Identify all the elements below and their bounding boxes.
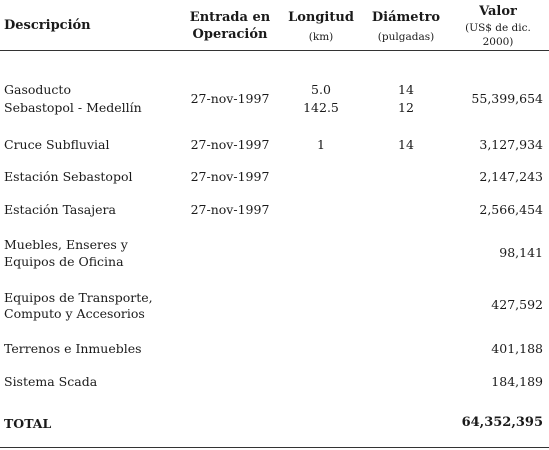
header-valor-unit-line1: (US$ de dic. bbox=[465, 22, 531, 34]
row-longitud-line2: 142.5 bbox=[303, 100, 339, 115]
footer-rule bbox=[0, 447, 549, 448]
header-entrada-line1: Entrada en bbox=[189, 10, 271, 25]
row-valor: 401,188 bbox=[491, 341, 543, 356]
row-longitud-line1: 5.0 bbox=[311, 82, 331, 97]
row-valor: 2,147,243 bbox=[479, 169, 543, 184]
row-valor: 55,399,654 bbox=[471, 91, 543, 106]
row-valor: 184,189 bbox=[491, 374, 543, 389]
row-desc-line1: Estación Sebastopol bbox=[4, 169, 133, 184]
row-desc-line1: Gasoducto bbox=[4, 82, 71, 97]
row-valor: 98,141 bbox=[499, 245, 543, 260]
total-valor: 64,352,395 bbox=[461, 415, 543, 430]
header-valor-unit-line2: 2000) bbox=[482, 36, 514, 48]
header-diametro: Diámetro bbox=[371, 10, 441, 25]
row-longitud-line1: 1 bbox=[317, 137, 325, 152]
row-desc-line1: Terrenos e Inmuebles bbox=[4, 341, 142, 356]
row-fecha: 27-nov-1997 bbox=[190, 137, 270, 152]
row-desc-line2: Equipos de Oficina bbox=[4, 254, 124, 269]
header-entrada-line2: Operación bbox=[192, 27, 268, 42]
row-desc-line1: Muebles, Enseres y bbox=[4, 237, 128, 252]
header-valor: Valor bbox=[479, 4, 517, 19]
header-diametro-unit: (pulgadas) bbox=[377, 31, 435, 43]
row-fecha: 27-nov-1997 bbox=[190, 169, 270, 184]
header-rule bbox=[0, 50, 549, 51]
row-desc-line2: Computo y Accesorios bbox=[4, 306, 145, 321]
header-longitud-unit: (km) bbox=[308, 31, 334, 43]
row-fecha: 27-nov-1997 bbox=[190, 91, 270, 106]
row-desc-line1: Estación Tasajera bbox=[4, 202, 116, 217]
total-label: TOTAL bbox=[4, 416, 52, 431]
row-valor: 427,592 bbox=[491, 297, 543, 312]
row-diametro-line1: 14 bbox=[398, 82, 414, 97]
header-longitud: Longitud bbox=[288, 10, 354, 25]
row-valor: 3,127,934 bbox=[479, 137, 543, 152]
row-diametro-line1: 14 bbox=[398, 137, 414, 152]
row-diametro-line2: 12 bbox=[398, 100, 414, 115]
row-valor: 2,566,454 bbox=[479, 202, 543, 217]
row-desc-line2: Sebastopol - Medellín bbox=[4, 100, 142, 115]
header-descripcion: Descripción bbox=[4, 18, 91, 33]
row-desc-line1: Cruce Subfluvial bbox=[4, 137, 110, 152]
row-desc-line1: Sistema Scada bbox=[4, 374, 98, 389]
row-fecha: 27-nov-1997 bbox=[190, 202, 270, 217]
row-desc-line1: Equipos de Transporte, bbox=[4, 290, 153, 305]
